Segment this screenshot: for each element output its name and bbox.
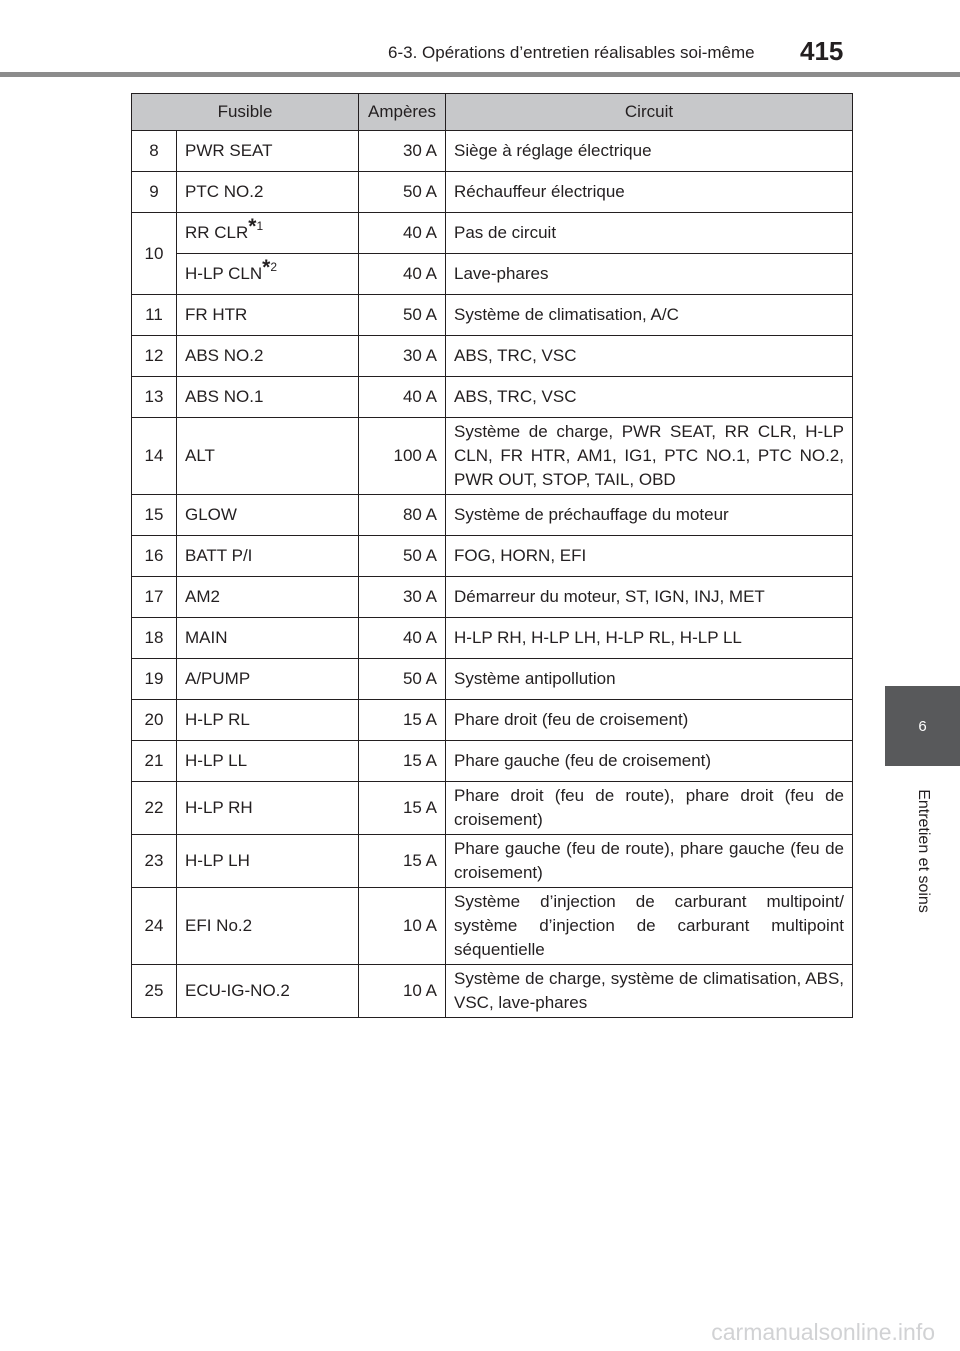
fuse-amperage: 80 A: [359, 495, 446, 536]
header-rule: [0, 72, 960, 77]
fuse-circuit: Système de climatisation, A/C: [446, 295, 853, 336]
fuse-number: 21: [132, 741, 177, 782]
fuse-number: 20: [132, 700, 177, 741]
fuse-name-text: RR CLR: [185, 223, 249, 242]
fuse-circuit: Phare gauche (feu de route), phare gauche (feu de croisement): [446, 835, 853, 888]
fuse-number: 8: [132, 131, 177, 172]
table-row: [132, 131, 853, 172]
fuse-number: 23: [132, 835, 177, 888]
fuse-name: [177, 495, 359, 536]
header-fuse: Fusible: [132, 94, 359, 131]
table-row: [132, 577, 853, 618]
fuse-circuit: Phare droit (feu de croisement): [446, 700, 853, 741]
chapter-tab: [885, 686, 960, 766]
fuse-amperage: 100 A: [359, 418, 446, 495]
fuse-name-text: PTC NO.2: [185, 182, 264, 201]
fuse-name: [177, 377, 359, 418]
fuse-name: [177, 965, 359, 1018]
table-row: [132, 295, 853, 336]
table-row: [132, 213, 853, 254]
footnote-number: 1: [256, 219, 264, 233]
fuse-circuit: Phare droit (feu de route), phare droit (feu de croisement): [446, 782, 853, 835]
fuse-circuit: ABS, TRC, VSC: [446, 377, 853, 418]
footnote-number: 2: [270, 260, 278, 274]
fuse-name-text: AM2: [185, 587, 220, 606]
fuse-amperage: 50 A: [359, 295, 446, 336]
fuse-name: [177, 131, 359, 172]
fuse-amperage: 40 A: [359, 213, 446, 254]
fuse-amperage: 50 A: [359, 172, 446, 213]
header-amperes: Ampères: [359, 94, 446, 131]
chapter-number: 6: [918, 717, 927, 735]
fuse-name: [177, 336, 359, 377]
fuse-circuit: ABS, TRC, VSC: [446, 336, 853, 377]
fuse-amperage: 15 A: [359, 782, 446, 835]
fuse-number: 16: [132, 536, 177, 577]
fuse-name-text: MAIN: [185, 628, 228, 647]
fuse-number: 9: [132, 172, 177, 213]
fuse-name: [177, 835, 359, 888]
fuse-amperage: 30 A: [359, 336, 446, 377]
section-title: 6-3. Opérations d’entretien réalisables soi-même: [388, 43, 755, 62]
fuse-number: 12: [132, 336, 177, 377]
table-row: [132, 888, 853, 965]
fuse-number: 13: [132, 377, 177, 418]
fuse-circuit: Système de charge, système de climatisation, ABS, VSC, lave-phares: [446, 965, 853, 1018]
table-header-row: [132, 94, 853, 131]
table-row: [132, 172, 853, 213]
fuse-number: 14: [132, 418, 177, 495]
fuse-number: 24: [132, 888, 177, 965]
fuse-name: [177, 213, 359, 254]
fuse-name-text: EFI No.2: [185, 916, 253, 935]
fuse-name: [177, 700, 359, 741]
fuse-name: [177, 254, 359, 295]
table-row: [132, 700, 853, 741]
fuse-number: 18: [132, 618, 177, 659]
fuse-name: [177, 782, 359, 835]
table-row: [132, 741, 853, 782]
fuse-name: [177, 295, 359, 336]
fuse-amperage: 15 A: [359, 835, 446, 888]
table-row: [132, 254, 853, 295]
fuse-circuit: Phare gauche (feu de croisement): [446, 741, 853, 782]
fuse-name-text: ALT: [185, 446, 215, 465]
chapter-label: Entretien et soins: [914, 789, 932, 913]
fuse-circuit: Système d’injection de carburant multipoint/ système d’injection de carburant multipoint séquentielle: [446, 888, 853, 965]
fuse-name-text: GLOW: [185, 505, 237, 524]
fuse-circuit: Système de charge, PWR SEAT, RR CLR, H-LP CLN, FR HTR, AM1, IG1, PTC NO.1, PTC NO.2, PWR OUT, STOP, TAIL, OBD: [446, 418, 853, 495]
table-row: [132, 835, 853, 888]
fuse-amperage: 15 A: [359, 700, 446, 741]
fuse-number: 10: [132, 213, 177, 295]
table-row: [132, 782, 853, 835]
fuse-name-text: BATT P/I: [185, 546, 253, 565]
fuse-name-text: ECU-IG-NO.2: [185, 981, 290, 1000]
fuse-name: [177, 577, 359, 618]
fuse-amperage: 50 A: [359, 536, 446, 577]
fuse-amperage: 15 A: [359, 741, 446, 782]
chapter-label-container: [885, 766, 960, 936]
header-circuit: Circuit: [446, 94, 853, 131]
fuse-amperage: 40 A: [359, 377, 446, 418]
fuse-amperage: 50 A: [359, 659, 446, 700]
fuse-circuit: Système antipollution: [446, 659, 853, 700]
fuse-name-text: H-LP LH: [185, 851, 250, 870]
footnote-star-icon: *: [262, 256, 271, 279]
fuse-circuit: Système de préchauffage du moteur: [446, 495, 853, 536]
fuse-number: 11: [132, 295, 177, 336]
fuse-name-text: H-LP RL: [185, 710, 250, 729]
table-row: [132, 495, 853, 536]
fuse-name-text: H-LP RH: [185, 798, 253, 817]
fuse-name-text: FR HTR: [185, 305, 248, 324]
fuse-name: [177, 741, 359, 782]
fuse-number: 22: [132, 782, 177, 835]
fuse-name-text: H-LP LL: [185, 751, 248, 770]
watermark: carmanualsonline.info: [711, 1319, 935, 1345]
fuse-number: 25: [132, 965, 177, 1018]
fuse-circuit: Réchauffeur électrique: [446, 172, 853, 213]
fuse-circuit: Démarreur du moteur, ST, IGN, INJ, MET: [446, 577, 853, 618]
fuse-amperage: 10 A: [359, 888, 446, 965]
fuse-name-text: ABS NO.2: [185, 346, 264, 365]
table-row: [132, 418, 853, 495]
footnote-star-icon: *: [248, 215, 257, 238]
fuse-name: [177, 618, 359, 659]
table-row: [132, 336, 853, 377]
fuse-name: [177, 172, 359, 213]
fuse-circuit: FOG, HORN, EFI: [446, 536, 853, 577]
fuse-table: [131, 93, 853, 1018]
table-row: [132, 377, 853, 418]
fuse-circuit: Pas de circuit: [446, 213, 853, 254]
fuse-name-text: H-LP CLN: [185, 264, 263, 283]
fuse-circuit: Lave-phares: [446, 254, 853, 295]
table-row: [132, 536, 853, 577]
fuse-amperage: 30 A: [359, 131, 446, 172]
table-row: [132, 618, 853, 659]
table-row: [132, 659, 853, 700]
fuse-name: [177, 888, 359, 965]
fuse-name-text: ABS NO.1: [185, 387, 264, 406]
table-body: [132, 131, 853, 1018]
fuse-amperage: 40 A: [359, 618, 446, 659]
fuse-number: 17: [132, 577, 177, 618]
fuse-circuit: Siège à réglage électrique: [446, 131, 853, 172]
fuse-circuit: H-LP RH, H-LP LH, H-LP RL, H-LP LL: [446, 618, 853, 659]
fuse-name: [177, 536, 359, 577]
fuse-name: [177, 418, 359, 495]
fuse-name-text: A/PUMP: [185, 669, 251, 688]
fuse-amperage: 40 A: [359, 254, 446, 295]
fuse-name-text: PWR SEAT: [185, 141, 273, 160]
fuse-amperage: 10 A: [359, 965, 446, 1018]
fuse-name: [177, 659, 359, 700]
table-row: [132, 965, 853, 1018]
page-number: 415: [800, 36, 844, 66]
fuse-number: 15: [132, 495, 177, 536]
fuse-amperage: 30 A: [359, 577, 446, 618]
fuse-number: 19: [132, 659, 177, 700]
